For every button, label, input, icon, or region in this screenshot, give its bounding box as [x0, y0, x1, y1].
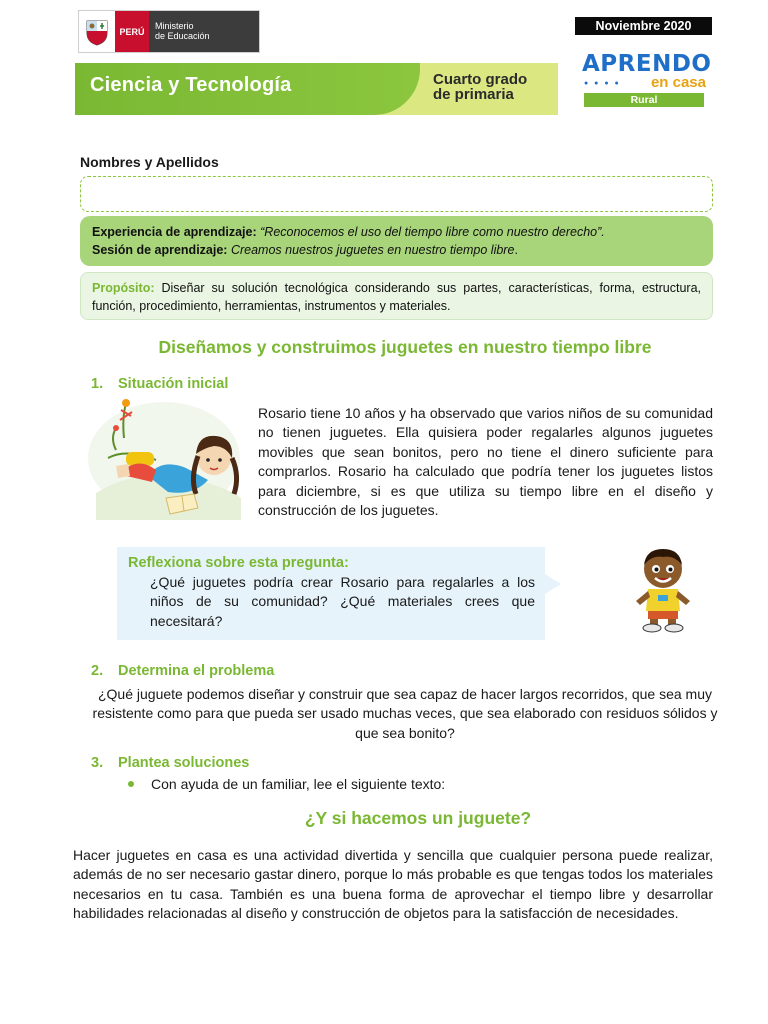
government-logo — [78, 10, 260, 53]
date-badge: Noviembre 2020 — [575, 17, 712, 35]
subject-title: Ciencia y Tecnología — [90, 74, 292, 96]
reflection-box — [117, 547, 545, 640]
reflection-title: Reflexiona sobre esta pregunta: — [128, 555, 349, 571]
aprendo-en-casa-logo — [582, 51, 712, 110]
coat-of-arms-icon — [79, 11, 115, 52]
name-field[interactable] — [80, 176, 713, 212]
girl-reading-illustration — [86, 398, 248, 520]
reading-paragraph: Hacer juguetes en casa es una actividad divertida y sencilla que cualquier persona puede realizar, además de no ser necesario gastar dinero, porque lo más probable es que tengas todos los materiales necesarios en tu casa. También es una buena forma de aprovechar el tiempo libre y desarrollar habilidades relacionadas al diseño y construcción de objetos para la satisfacción de necesidades. — [73, 847, 713, 922]
decorative-dots-icon: ● ● ● ● — [584, 80, 621, 87]
problem-question: ¿Qué juguete podemos diseñar y construir que sea capaz de hacer largos recorridos, que sea muy resistente como para que pueda ser usado muchas veces, que sea elaborado con residuos sólidos y que sea bonito? — [92, 686, 718, 741]
initial-situation-text: Rosario tiene 10 años y ha observado que varios niños de su comunidad no tienen juguetes. Ella quisiera poder regalarles algunos juguetes movibles que sean bonitos, pero no tiene el dinero suficiente para comprarlos. Rosario ha calculado que podría tener los juguetes listos para diciembre, si es que utiliza su tiempo libre en el diseño y construcción de los juguetes. — [258, 405, 713, 519]
purpose-text: Diseñar su solución tecnológica considerando sus partes, características, forma, estructura, función, procedimiento, herramientas, instrumentos y materiales. — [92, 281, 701, 313]
session-info-box — [80, 216, 713, 266]
bullet-icon — [128, 781, 134, 787]
brand-tag: Rural — [584, 93, 704, 107]
brand-title: APRENDO — [582, 51, 712, 77]
purpose-box — [80, 272, 713, 320]
list-item-text: Con ayuda de un familiar, lee el siguiente texto: — [151, 776, 446, 792]
reading-title: ¿Y si hacemos un juguete? — [304, 808, 532, 828]
section-heading-3: 3. Plantea soluciones — [91, 755, 250, 771]
name-label: Nombres y Apellidos — [80, 154, 219, 170]
ministry-label: Ministerio de Educación — [149, 11, 259, 52]
boy-illustration — [628, 545, 698, 633]
experience-line: Experiencia de aprendizaje: “Reconocemos el uso del tiempo libre como nuestro derecho”. — [92, 225, 605, 239]
country-label: PERÚ — [115, 11, 149, 52]
list-item — [128, 776, 445, 792]
session-line: Sesión de aprendizaje: Creamos nuestros juguetes en nuestro tiempo libre. — [92, 243, 518, 257]
purpose-label: Propósito: — [92, 281, 155, 295]
section-heading-2: 2. Determina el problema — [91, 663, 275, 679]
grade-label: Cuarto grado de primaria — [433, 71, 528, 103]
speech-bubble-tail — [545, 574, 561, 594]
reflection-question: ¿Qué juguetes podría crear Rosario para regalarles a los niños de su comunidad? ¿Qué materiales crees que necesitará? — [150, 574, 535, 629]
brand-subtitle: en casa — [650, 74, 706, 91]
subject-banner — [75, 63, 558, 115]
section-heading-1: 1. Situación inicial — [91, 376, 229, 392]
page-title: Diseñamos y construimos juguetes en nuestro tiempo libre — [158, 337, 652, 357]
